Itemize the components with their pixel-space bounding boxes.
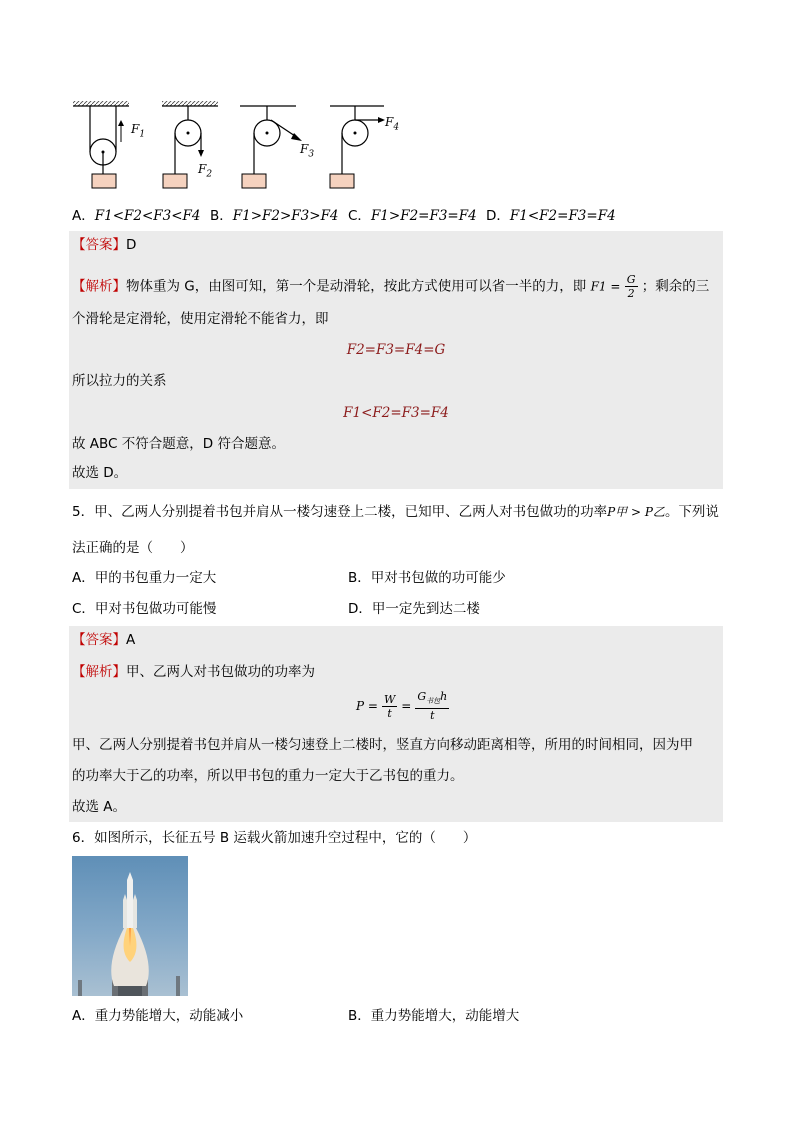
label-f3: $F_3$ [300,142,315,160]
rocket-launch-photo [72,856,188,996]
q6-option-b: B．重力势能增大，动能增大 [348,1008,520,1024]
q4-option-d: D．F1<F2=F3=F4 [486,208,616,224]
q5-option-c: C．甲对书包做功可能慢 [72,601,217,617]
label-f2: $F_2$ [198,162,213,180]
q5-analysis-line2: 甲、乙两人分别提着书包并肩从一楼匀速登上二楼时，竖直方向移动距离相等，所用的时间相同，因为甲 [72,737,693,753]
q6-stem: 6．如图所示，长征五号 B 运载火箭加速升空过程中，它的（ ） [72,830,477,846]
q5-answer: 【答案】A [72,632,136,648]
q5-power-compare: P甲 > P乙 [607,505,665,519]
q5-stem-line2: 法正确的是（ ） [72,540,194,556]
label-f1: $F_1$ [131,122,146,140]
q4-analysis-line5: 故选 D。 [72,465,128,481]
q5-power-formula: P = $\frac{W}{t}$ = $\frac{G_{书包}h}{t}$ [356,690,448,723]
pulley-1 [73,101,129,188]
pulley-4 [330,106,385,188]
q4-equation-2: F1<F2=F3=F4 [343,405,449,421]
q4-answer: 【答案】D [72,237,137,253]
q5-analysis-line4: 故选 A。 [72,799,127,815]
pulley-figure [68,96,408,192]
formula-g-over-2: $\frac{G}{2}$ [626,273,636,300]
label-f4: $F_4$ [385,115,400,133]
q4-option-c: C．F1>F2=F3=F4 [348,208,477,224]
q5-analysis-line1: 【解析】甲、乙两人对书包做功的功率为 [72,664,315,680]
q6-option-a: A．重力势能增大，动能减小 [72,1008,244,1024]
q4-equation-1: F2=F3=F4=G [346,342,446,358]
formula-f1: F1 = [590,279,621,294]
q5-option-a: A．甲的书包重力一定大 [72,570,217,586]
pulley-3 [240,106,302,188]
q4-option-a: A．F1<F2<F3<F4 [72,208,201,224]
q4-analysis-line2: 个滑轮是定滑轮，使用定滑轮不能省力，即 [72,311,329,327]
q5-option-d: D．甲一定先到达二楼 [348,601,480,617]
q5-stem-line1: 5．甲、乙两人分别提着书包并肩从一楼匀速登上二楼，已知甲、乙两人对书包做功的功率P甲 > P乙。下列说 [72,504,719,520]
q5-analysis-line3: 的功率大于乙的功率，所以甲书包的重力一定大于乙书包的重力。 [72,768,464,784]
q4-analysis-line1: 【解析】物体重为 G，由图可知，第一个是动滑轮，按此方式使用可以省一半的力，即 F1 = $\frac{G}{2}$ ；剩余的三 [72,273,710,300]
q4-analysis-line4: 故 ABC 不符合题意，D 符合题意。 [72,436,285,452]
q4-option-b: B．F1>F2>F3>F4 [210,208,339,224]
q4-analysis-line3: 所以拉力的关系 [72,373,167,389]
q5-option-b: B．甲对书包做的功可能少 [348,570,506,586]
q5-analysis-block [69,626,723,822]
